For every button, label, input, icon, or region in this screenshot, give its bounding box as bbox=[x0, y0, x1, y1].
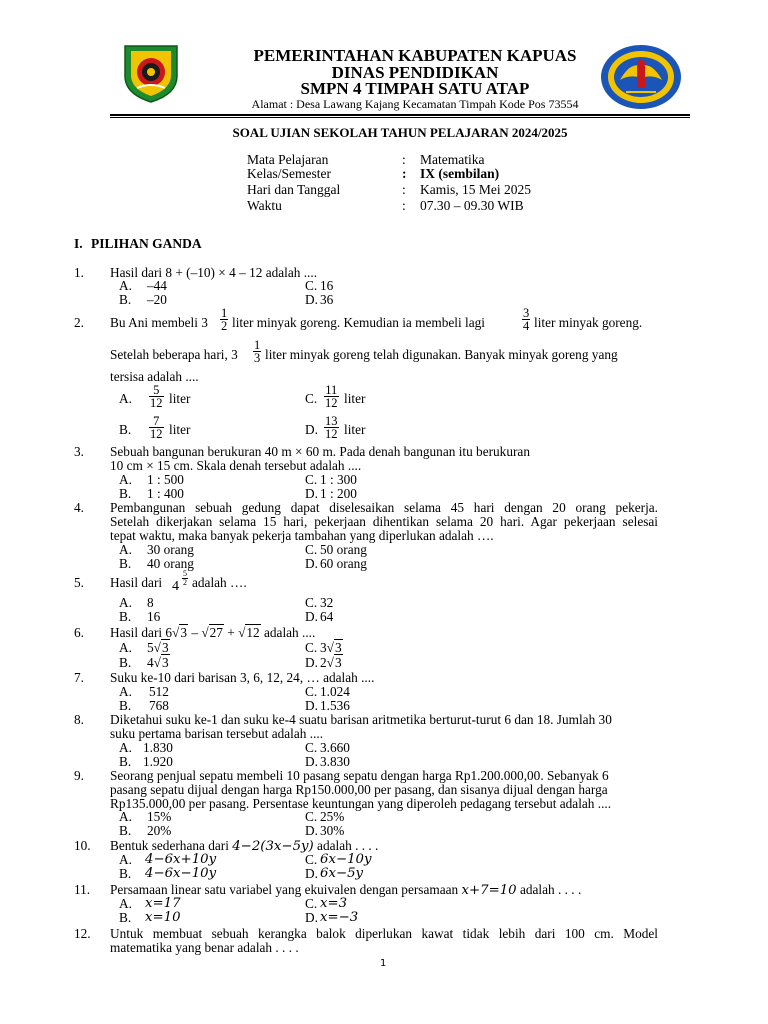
info-value: IX (sembilan) bbox=[420, 166, 500, 181]
question-9-line-3: Rp135.000,00 per pasang. Persentase keuntungan yang diperoleh pedagang tersebut adalah .... bbox=[110, 796, 612, 811]
header-department: DINAS PENDIDIKAN bbox=[331, 63, 499, 82]
section-number: I. bbox=[74, 236, 83, 251]
header-address: Alamat : Desa Lawang Kajang Kecamatan Timpah Kode Pos 73554 bbox=[251, 97, 579, 111]
info-colon: : bbox=[402, 182, 406, 197]
question-number: 9. bbox=[74, 768, 84, 783]
question-5-text: Hasil dari 4 $\frac{5}{2}$ adalah …. bbox=[110, 569, 247, 594]
left-logo bbox=[119, 42, 183, 104]
question-number: 11. bbox=[74, 882, 91, 897]
question-4-line-2: Setelah dikerjakan selama 15 hari, pekerjaan dihentikan selama 20 hari. Agar pekerjaan selesai bbox=[110, 514, 658, 529]
question-6-text: Hasil dari 6√3 – √27 + √12 adalah .... bbox=[110, 625, 316, 640]
header-divider-thin bbox=[110, 117, 690, 118]
question-number: 8. bbox=[74, 712, 84, 727]
question-number: 2. bbox=[74, 315, 84, 330]
info-value: Kamis, 15 Mei 2025 bbox=[420, 182, 531, 197]
question-11-text: Persamaan linear satu variabel yang ekuivalen dengan persamaan x+7=10 adalah . . . . bbox=[110, 882, 582, 898]
question-2-line-3: tersisa adalah .... bbox=[110, 369, 199, 384]
question-2-line-1: Bu Ani membeli 3 $\frac{1}{2}$ liter minyak goreng. Kemudian ia membeli lagi $\frac{3}{4}$ liter minyak goreng. bbox=[110, 306, 643, 333]
question-9-line-2: pasang sepatu dijual dengan harga Rp150.000,00 per pasang, dan sisanya dijual dengan harga bbox=[110, 782, 608, 797]
info-colon: : bbox=[402, 152, 406, 167]
info-label: Mata Pelajaran bbox=[247, 152, 329, 167]
question-2-line-2: Setelah beberapa hari, 3 $\frac{1}{3}$ liter minyak goreng telah digunakan. Banyak minyak goreng yang bbox=[110, 338, 618, 365]
question-number: 1. bbox=[74, 265, 84, 280]
question-1-text: Hasil dari 8 + (–10) × 4 – 12 adalah .... bbox=[110, 265, 318, 280]
info-label: Waktu bbox=[247, 198, 282, 213]
info-label: Hari dan Tanggal bbox=[247, 182, 341, 197]
exam-title: SOAL UJIAN SEKOLAH TAHUN PELAJARAN 2024/2025 bbox=[232, 125, 568, 140]
page-number: 1 bbox=[380, 958, 387, 969]
question-4-line-1: Pembangunan sebuah gedung dapat diselesaikan selama 45 hari dengan 20 orang pekerja. bbox=[110, 500, 658, 515]
question-12-line-2: matematika yang benar adalah . . . . bbox=[110, 940, 299, 955]
kabupaten-emblem-icon bbox=[119, 42, 183, 104]
info-label: Kelas/Semester bbox=[247, 166, 331, 181]
question-number: 7. bbox=[74, 670, 84, 685]
question-12-line-1: Untuk membuat sebuah kerangka balok diperlukan kawat tidak lebih dari 100 cm. Model bbox=[110, 926, 658, 941]
question-7-text: Suku ke-10 dari barisan 3, 6, 12, 24, … adalah .... bbox=[110, 670, 375, 685]
question-number: 4. bbox=[74, 500, 84, 515]
section-title: PILIHAN GANDA bbox=[91, 236, 202, 251]
info-colon: : bbox=[402, 166, 407, 181]
question-number: 6. bbox=[74, 625, 84, 640]
header-government: PEMERINTAHAN KABUPATEN KAPUAS bbox=[253, 46, 577, 65]
question-number: 3. bbox=[74, 444, 84, 459]
question-8-line-2: suku pertama barisan tersebut adalah .... bbox=[110, 726, 324, 741]
info-value: Matematika bbox=[420, 152, 485, 167]
header-school: SMPN 4 TIMPAH SATU ATAP bbox=[300, 79, 530, 98]
question-3-line-2: 10 cm × 15 cm. Skala denah tersebut adalah .... bbox=[110, 458, 362, 473]
question-number: 12. bbox=[74, 926, 91, 941]
info-value: 07.30 – 09.30 WIB bbox=[420, 198, 524, 213]
question-number: 10. bbox=[74, 838, 91, 853]
question-4-line-3: tepat waktu, maka banyak pekerja tambahan yang diperlukan adalah …. bbox=[110, 528, 494, 543]
header-divider bbox=[110, 114, 690, 116]
info-colon: : bbox=[402, 198, 406, 213]
question-number: 5. bbox=[74, 575, 84, 590]
question-9-line-1: Seorang penjual sepatu membeli 10 pasang sepatu dengan harga Rp1.200.000,00. Sebanyak 6 bbox=[110, 768, 609, 783]
question-8-line-1: Diketahui suku ke-1 dan suku ke-4 suatu barisan aritmetika berturut-turut 6 dan 18. Jumlah 30 bbox=[110, 712, 612, 727]
question-10-text: Bentuk sederhana dari 4−2(3x−5y) adalah . . . . bbox=[110, 838, 379, 854]
question-3-line-1: Sebuah bangunan berukuran 40 m × 60 m. Pada denah bangunan itu berukuran bbox=[110, 444, 530, 459]
